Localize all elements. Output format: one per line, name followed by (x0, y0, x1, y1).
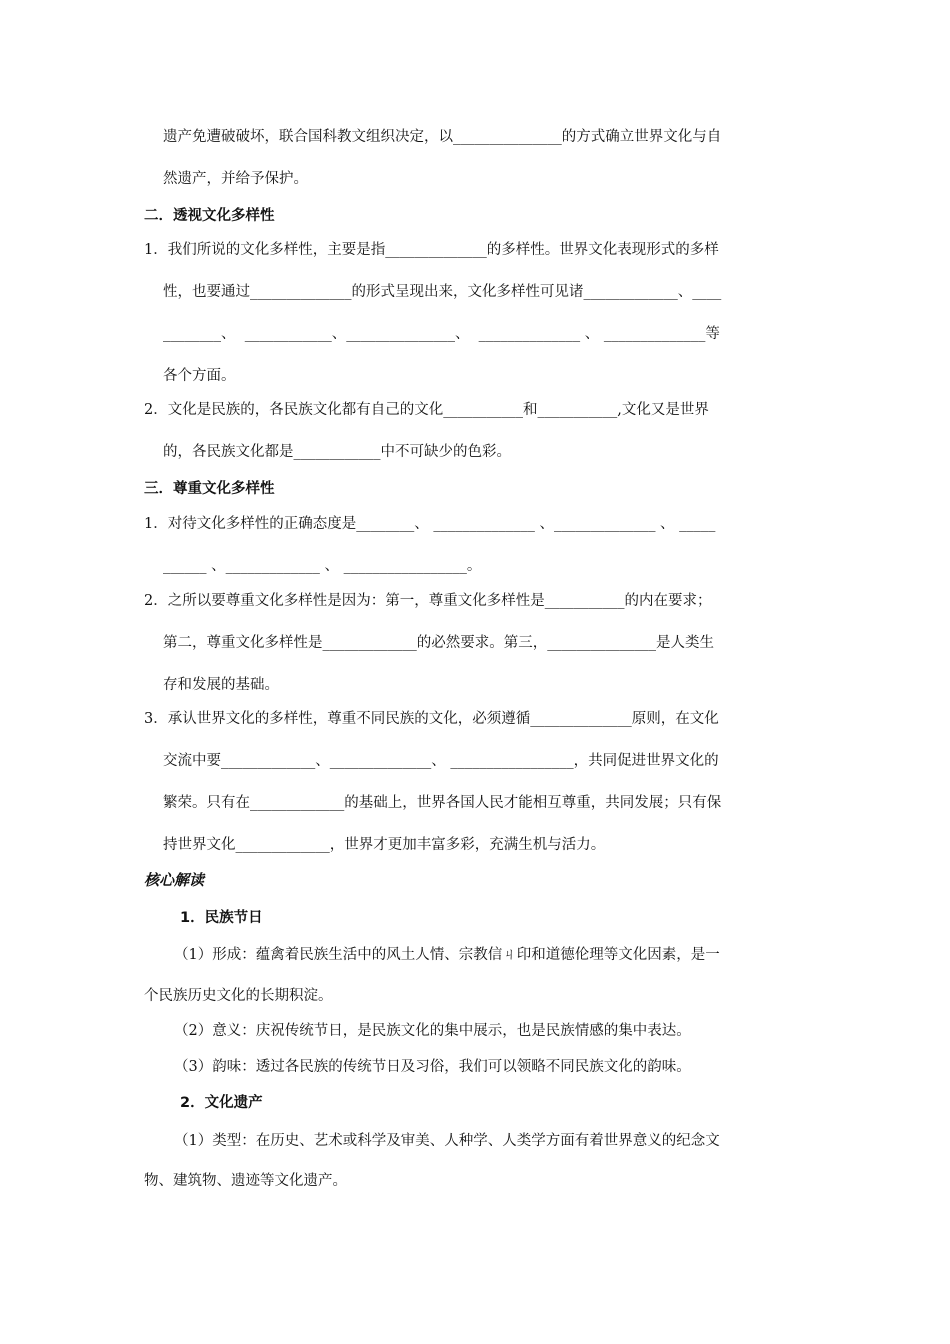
text-line: 繁荣。只有在_____________的基础上，世界各国人民才能相互尊重，共同发展；只有保 (163, 795, 722, 811)
text-line: 1．对待文化多样性的正确态度是________、 ______________ 、______________ 、 _____ (144, 516, 716, 532)
text-line: 性，也要通过______________的形式呈现出来，文化多样性可见诸_____________、____ (163, 284, 722, 300)
section-heading: 三．尊重文化多样性 (144, 481, 275, 497)
text-line: ______ 、_____________ 、 _________________。 (163, 558, 482, 574)
text-line: 第二，尊重文化多样性是_____________的必然要求。第三，_______________是人类生 (163, 635, 714, 651)
section-title: 核心解读 (144, 871, 205, 889)
text-line: 持世界文化_____________，世界才更加丰富多彩，充满生机与活力。 (163, 837, 606, 853)
text-line: 1．我们所说的文化多样性，主要是指______________的多样性。世界文化表现形式的多样 (144, 242, 719, 258)
text-line: 存和发展的基础。 (163, 677, 279, 693)
text-line: 3．承认世界文化的多样性，尊重不同民族的文化，必须遵循______________原则，在文化 (144, 711, 719, 727)
text-line: （1）类型：在历史、艺术或科学及审美、人种学、人类学方面有着世界意义的纪念文 (174, 1133, 720, 1149)
text-line: （3）韵味：透过各民族的传统节日及习俗，我们可以领略不同民族文化的韵味。 (174, 1059, 691, 1075)
text-line: 的，各民族文化都是____________中不可缺少的色彩。 (163, 444, 511, 460)
subsection-heading: 2．文化遗产 (180, 1095, 263, 1111)
text-line: 各个方面。 (163, 368, 236, 384)
text-line: 2．文化是民族的，各民族文化都有自己的文化___________和___________,文化又是世界 (144, 402, 709, 418)
text-line: 遗产免遭破破坏，联合国科教文组织决定，以_______________的方式确立世界文化与自 (163, 129, 722, 145)
text-line: 交流中要_____________、______________、 _________________，共同促进世界文化的 (163, 753, 719, 769)
subsection-heading: 1．民族节日 (180, 910, 263, 926)
text-line: （1）形成：蕴禽着民族生活中的风土人情、宗教信ㄐ印和道德伦理等文化因素，是一 (174, 947, 720, 963)
text-line: ________、 ____________、_______________、 ______________ 、 ______________等 (163, 326, 720, 342)
text-line: 个民族历史文化的长期积淀。 (144, 988, 333, 1004)
text-line: 然遗产，并给予保护。 (163, 171, 308, 187)
text-line: 2．之所以要尊重文化多样性是因为：第一，尊重文化多样性是___________的内在要求； (144, 593, 712, 609)
section-heading: 二．透视文化多样性 (144, 208, 275, 224)
text-line: （2）意义：庆祝传统节日，是民族文化的集中展示，也是民族情感的集中表达。 (174, 1023, 691, 1039)
text-line: 物、建筑物、遗迹等文化遗产。 (144, 1173, 347, 1189)
